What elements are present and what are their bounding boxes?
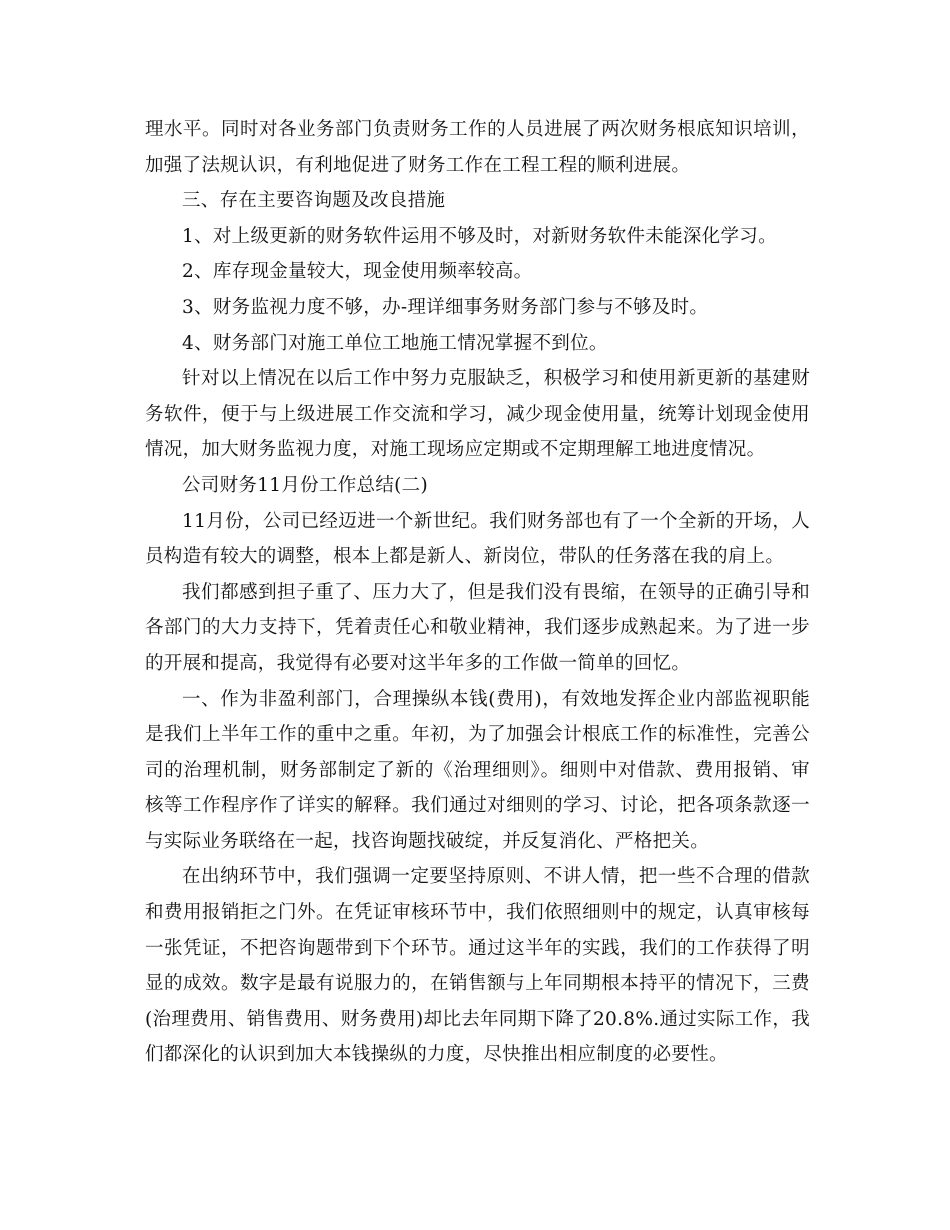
paragraph-continuation: 理水平。同时对各业务部门负责财务工作的人员进展了两次财务根底知识培训，加强了法规认识，有利地促进了财务工作在工程工程的顺利进展。 <box>145 119 810 176</box>
paragraph-cost-control: 一、作为非盈利部门，合理操纵本钱(费用)，有效地发挥企业内部监视职能是我们上半年工作的重中之重。年初，为了加强会计根底工作的标准性，完善公司的治理机制，财务部制定了新的《治理细则》。细则中对借款、费用报销、审核等工作程序作了详实的解释。我们通过对细则的学习、讨论，把各项条款逐一与实际业务联络在一起，找咨询题找破绽，并反复消化、严格把关。 <box>145 688 810 852</box>
list-item-4: 4、财务部门对施工单位工地施工情况掌握不到位。 <box>182 332 608 354</box>
list-item-2: 2、库存现金量较大，现金使用频率较高。 <box>182 261 533 283</box>
section-heading-problems: 三、存在主要咨询题及改良措施 <box>182 190 446 212</box>
paragraph-measures: 针对以上情况在以后工作中努力克服缺乏，积极学习和使用新更新的基建财务软件，便于与上级进展工作交流和学习，减少现金使用量，统筹计划现金使用情况，加大财务监视力度，对施工现场应定期或不定期理解工地进度情况。 <box>145 368 810 461</box>
list-item-1: 1、对上级更新的财务软件运用不够及时，对新财务软件未能深化学习。 <box>182 225 777 247</box>
document-body <box>145 112 810 1073</box>
paragraph-pressure: 我们都感到担子重了、压力大了，但是我们没有畏缩，在领导的正确引导和各部门的大力支持下，凭着责任心和敬业精神，我们逐步成熟起来。为了进一步的开展和提高，我觉得有必要对这半年多的工作做一简单的回忆。 <box>145 581 810 674</box>
paragraph-cashier: 在出纳环节中，我们强调一定要坚持原则、不讲人情，把一些不合理的借款和费用报销拒之门外。在凭证审核环节中，我们依照细则中的规定，认真审核每一张凭证，不把咨询题带到下个环节。通过这半年的实践，我们的工作获得了明显的成效。数字是最有说服力的，在销售额与上年同期根本持平的情况下，三费(治理费用、销售费用、财务费用)却比去年同期下降了20.8%.通过实际工作，我们都深化的认识到加大本钱操纵的力度，尽快推出相应制度的必要性。 <box>145 866 810 1066</box>
section-title-summary-2: 公司财务11月份工作总结(二) <box>182 474 428 496</box>
list-item-3: 3、财务监视力度不够，办-理详细事务财务部门参与不够及时。 <box>182 296 709 318</box>
paragraph-intro: 11月份，公司已经迈进一个新世纪。我们财务部也有了一个全新的开场，人员构造有较大的调整，根本上都是新人、新岗位，带队的任务落在我的肩上。 <box>145 510 810 568</box>
